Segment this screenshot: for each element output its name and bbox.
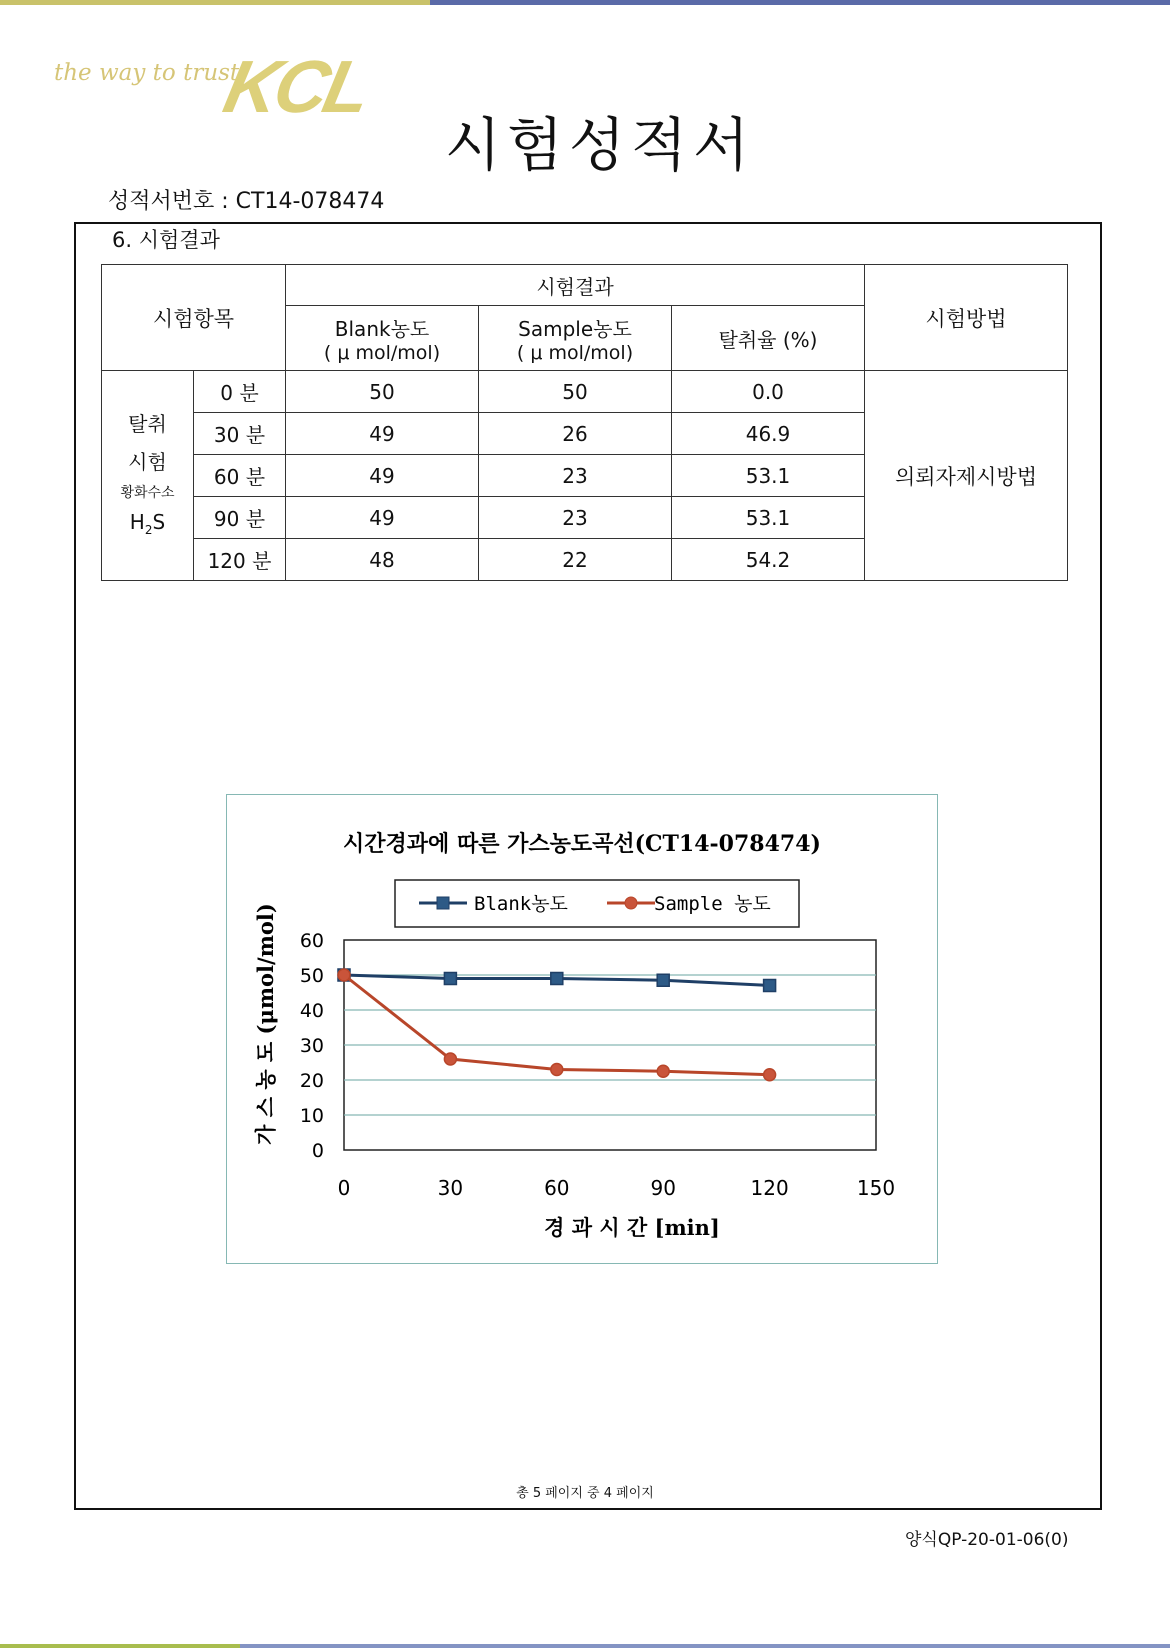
- x-tick-label: 30: [437, 1176, 464, 1200]
- y-tick-label: 20: [299, 1070, 324, 1092]
- row-blank: 49: [286, 455, 479, 497]
- certificate-number: 성적서번호 : CT14-078474: [108, 189, 385, 214]
- data-point: [657, 974, 669, 986]
- chart-y-axis-label: 가 스 농 도 (μmol/mol): [253, 903, 278, 1145]
- legend-marker: [625, 897, 637, 909]
- chart-x-axis-label: 경 과 시 간 [min]: [544, 1215, 720, 1240]
- bottom-color-bar: [0, 1644, 1170, 1648]
- x-tick-label: 120: [750, 1176, 789, 1200]
- header-blank-unit: ( μ mol/mol): [323, 341, 441, 364]
- header-sample-label: Sample농도: [518, 316, 632, 341]
- method-value: 의뢰자제시방법: [865, 371, 1068, 581]
- x-tick-label: 0: [337, 1176, 351, 1200]
- row-sample: 50: [479, 371, 672, 413]
- logo-tagline: the way to trust: [54, 60, 240, 86]
- y-tick-label: 0: [311, 1140, 324, 1162]
- row-time: 0 분: [194, 371, 286, 413]
- results-table: [101, 264, 1068, 581]
- row-sample: 22: [479, 539, 672, 581]
- row-sample: 23: [479, 455, 672, 497]
- data-point: [657, 1065, 669, 1077]
- y-tick-label: 50: [299, 965, 324, 987]
- form-code: 양식QP-20-01-06(0): [905, 1530, 1069, 1550]
- header-blank-label: Blank농도: [334, 316, 430, 341]
- x-tick-label: 150: [856, 1176, 896, 1200]
- x-tick-label: 60: [544, 1176, 570, 1200]
- row-rate: 0.0: [672, 371, 865, 413]
- group-line1: 탈취: [128, 411, 167, 436]
- header-test-method: 시험방법: [865, 265, 1068, 371]
- document-title: 시험성적서: [444, 111, 756, 179]
- chart-svg: [227, 795, 937, 1263]
- header-sample-unit: ( μ mol/mol): [516, 341, 634, 364]
- table-row: [102, 371, 1068, 413]
- y-tick-label: 60: [299, 930, 324, 952]
- row-blank: 50: [286, 371, 479, 413]
- data-point: [551, 973, 563, 985]
- chart-plot-area: [300, 930, 895, 1200]
- legend-label: Sample 농도: [654, 893, 771, 915]
- x-tick-label: 90: [650, 1176, 676, 1200]
- table-header-row: [102, 265, 1068, 306]
- y-tick-label: 40: [299, 1000, 324, 1022]
- data-point: [444, 973, 456, 985]
- row-blank: 49: [286, 497, 479, 539]
- test-group-cell: [102, 371, 194, 581]
- row-rate: 53.1: [672, 455, 865, 497]
- page-counter: 총 5 페이지 중 4 페이지: [516, 1486, 654, 1501]
- logo-mark: KCL: [217, 45, 376, 128]
- row-blank: 49: [286, 413, 479, 455]
- row-time: 120 분: [194, 539, 286, 581]
- header-blank: [286, 306, 479, 371]
- data-point: [338, 969, 350, 981]
- row-rate: 46.9: [672, 413, 865, 455]
- data-point: [764, 1069, 776, 1081]
- row-sample: 26: [479, 413, 672, 455]
- row-sample: 23: [479, 497, 672, 539]
- legend-marker: [437, 897, 449, 909]
- group-line3: 황화수소: [120, 484, 175, 501]
- legend-label: Blank농도: [474, 893, 568, 915]
- row-rate: 54.2: [672, 539, 865, 581]
- header-sample: [479, 306, 672, 371]
- gas-concentration-chart: [226, 794, 938, 1264]
- header-rate: 탈취율 (%): [672, 306, 865, 371]
- group-line4: $H_2S$: [129, 509, 166, 537]
- row-rate: 53.1: [672, 497, 865, 539]
- chart-title: 시간경과에 따른 가스농도곡선(CT14-078474): [343, 831, 821, 857]
- y-tick-label: 10: [299, 1105, 324, 1127]
- row-time: 90 분: [194, 497, 286, 539]
- row-time: 60 분: [194, 455, 286, 497]
- data-point: [444, 1053, 456, 1065]
- row-time: 30 분: [194, 413, 286, 455]
- data-point: [551, 1064, 563, 1076]
- chart-legend: [395, 880, 799, 927]
- section-title: 6. 시험결과: [112, 228, 220, 252]
- top-color-bar: [0, 0, 1170, 5]
- data-point: [764, 980, 776, 992]
- row-blank: 48: [286, 539, 479, 581]
- y-tick-label: 30: [299, 1035, 324, 1057]
- header-results-group: 시험결과: [286, 265, 865, 306]
- group-line2: 시험: [128, 449, 167, 474]
- header-test-item: 시험항목: [102, 265, 286, 371]
